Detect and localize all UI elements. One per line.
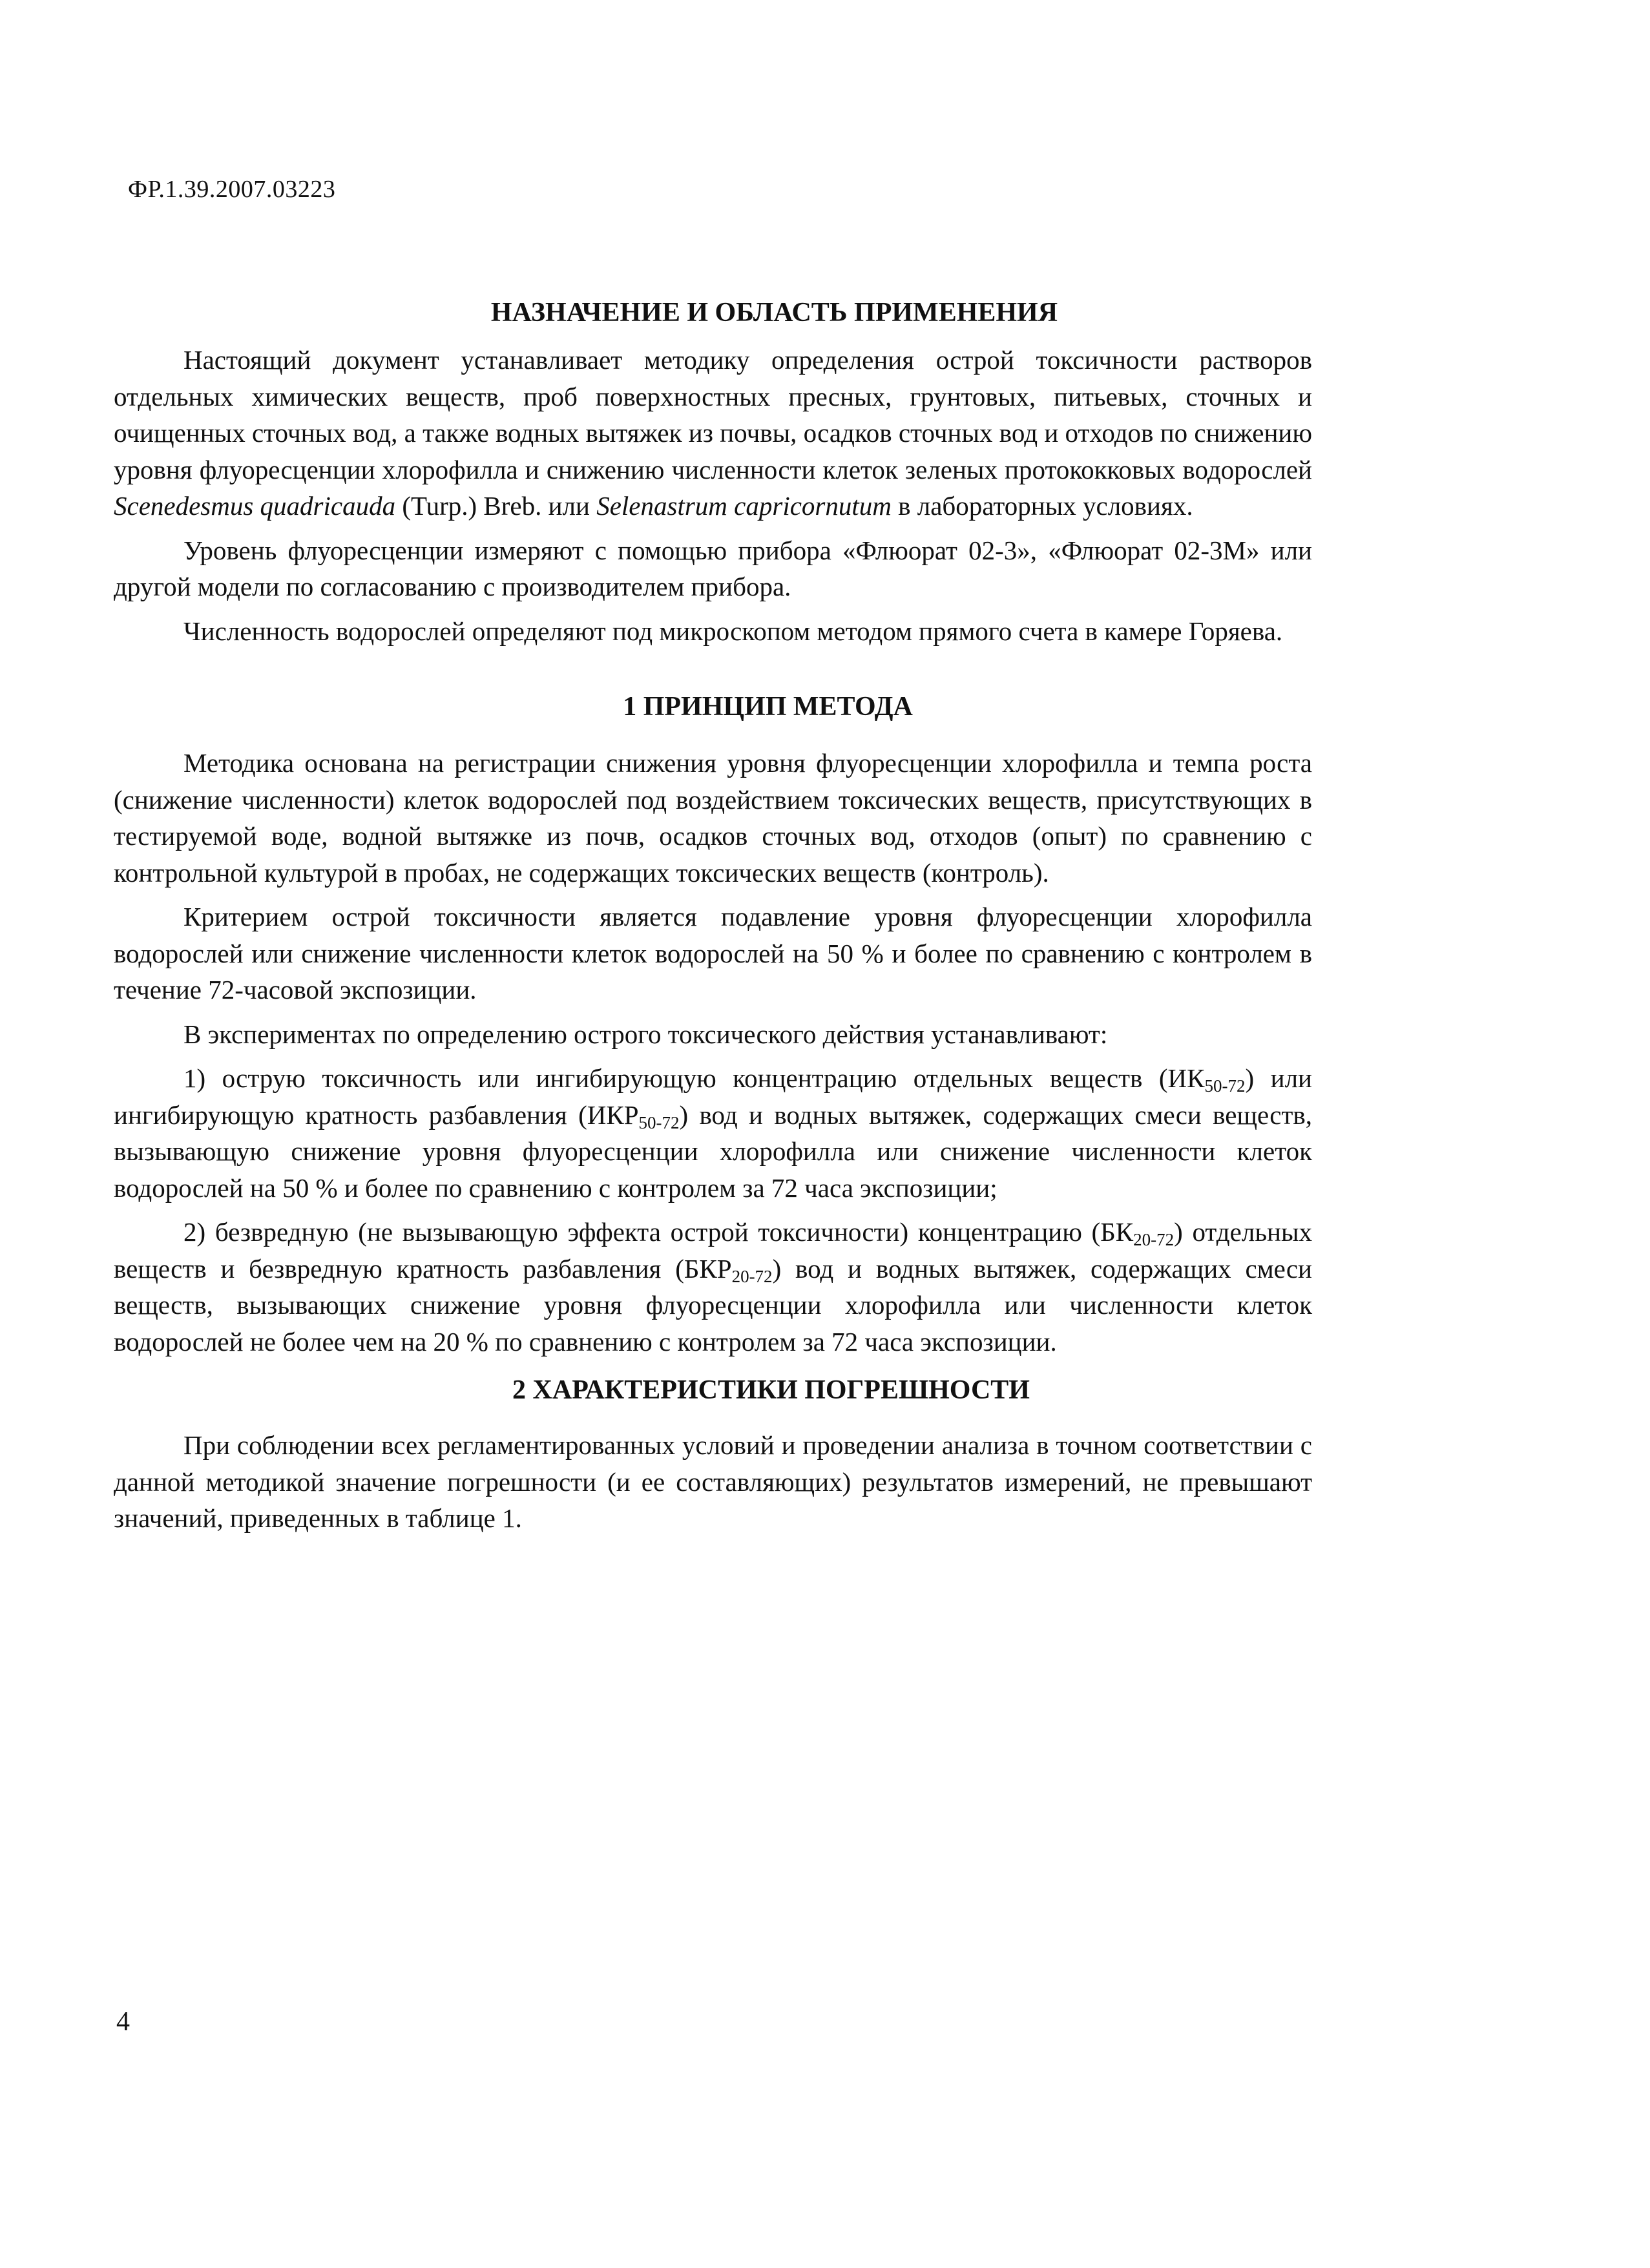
- list-item-1-text-a: 1) острую токсичность или ингибирующую концентрацию отдельных веществ (ИК: [183, 1063, 1205, 1093]
- principle-paragraph-2: Критерием острой токсичности является подавление уровня флуоресценции хлорофилла водорослей или снижение численности клеток водорослей на 50 % и более по сравнению с контролем в течение 72-часовой экспозиции.: [114, 902, 1312, 1004]
- principle-paragraph-1: Методика основана на регистрации снижения уровня флуоресценции хлорофилла и темпа роста (снижение численности) клеток водорослей под воздействием токсических веществ, присутствующих в тестируемой воде, водной вытяжке из почв, осадков сточных вод, отходов (опыт) по сравнению с контрольной культурой в пробах, не содержащих токсических веществ (контроль).: [114, 748, 1312, 888]
- page-number: 4: [116, 2007, 130, 2037]
- list-item-1-text-c: ) вод и водных вытяжек, содержащих смеси веществ, вызывающую снижение уровня флуоресценции хлорофилла или снижение численности клеток водорослей на 50 % и более по сравнению с контролем за 72 часа экспозиции;: [114, 1099, 1313, 1203]
- purpose-paragraph-1: [114, 342, 1312, 525]
- errors-paragraph-1: При соблюдении всех регламентированных условий и проведении анализа в точном соответствии с данной методикой значение погрешности (и ее составляющих) результатов измерений, не превышают значений, приведенных в таблице 1.: [114, 1430, 1312, 1533]
- list-item-2-subscript-1: 20-72: [1133, 1230, 1175, 1249]
- section-title-purpose: НАЗНАЧЕНИЕ И ОБЛАСТЬ ПРИМЕНЕНИЯ: [490, 298, 1058, 328]
- list-item-2-text-a: 2) безвредную (не вызывающую эффекта острой токсичности) концентрацию (БК: [183, 1217, 1134, 1247]
- list-item-1-subscript-2: 50-72: [638, 1112, 680, 1132]
- purpose-paragraph-1-text-b: (Turp.) Breb. или: [395, 491, 597, 521]
- purpose-paragraph-1-text-c: в лабораторных условиях.: [891, 491, 1193, 521]
- purpose-paragraph-3: Численность водорослей определяют под микроскопом методом прямого счета в камере Горяева.: [183, 616, 1283, 646]
- principle-paragraph-3: В экспериментах по определению острого токсического действия устанавливают:: [183, 1019, 1108, 1049]
- list-item-2-text-b: ) отдельных веществ и безвредную кратность разбавления (БКР: [114, 1217, 1313, 1284]
- species-name-selenastrum: Selenastrum capricornutum: [596, 491, 892, 521]
- document-body: [114, 294, 1312, 1545]
- list-item-1-subscript-1: 50-72: [1204, 1076, 1246, 1096]
- species-name-scenedesmus: Scenedesmus quadricauda: [114, 491, 396, 521]
- section-title-errors: 2 ХАРАКТЕРИСТИКИ ПОГРЕШНОСТИ: [512, 1375, 1030, 1405]
- section-title-principle: 1 ПРИНЦИП МЕТОДА: [623, 692, 913, 722]
- list-item-2-text-c: ) вод и водных вытяжек, содержащих смеси веществ, вызывающих снижение уровня флуоресценции хлорофилла или численности клеток водорослей не более чем на 20 % по сравнению с контролем за 72 часа экспозиции.: [114, 1253, 1312, 1357]
- purpose-paragraph-2: Уровень флуоресценции измеряют с помощью прибора «Флюорат 02-3», «Флюорат 02-3М» или другой модели по согласованию с производителем прибора.: [114, 535, 1312, 601]
- list-item-2-subscript-2: 20-72: [731, 1266, 773, 1286]
- purpose-paragraph-1-text-a: Настоящий документ устанавливает методику определения острой токсичности растворов отдельных химических веществ, проб поверхностных пресных, грунтовых, питьевых, сточных и очищенных сточных вод, а также водных вытяжек из почвы, осадков сточных вод и отходов по снижению уровня флуоресценции хлорофилла и снижению численности клеток зеленых протококковых водорослей: [114, 345, 1312, 484]
- principle-list-item-1: [114, 1060, 1312, 1206]
- list-item-1-text-b: ) или ингибирующую кратность разбавления (ИКР: [114, 1063, 1312, 1130]
- principle-list-item-2: [114, 1214, 1312, 1360]
- document-code: ФР.1.39.2007.03223: [128, 176, 336, 203]
